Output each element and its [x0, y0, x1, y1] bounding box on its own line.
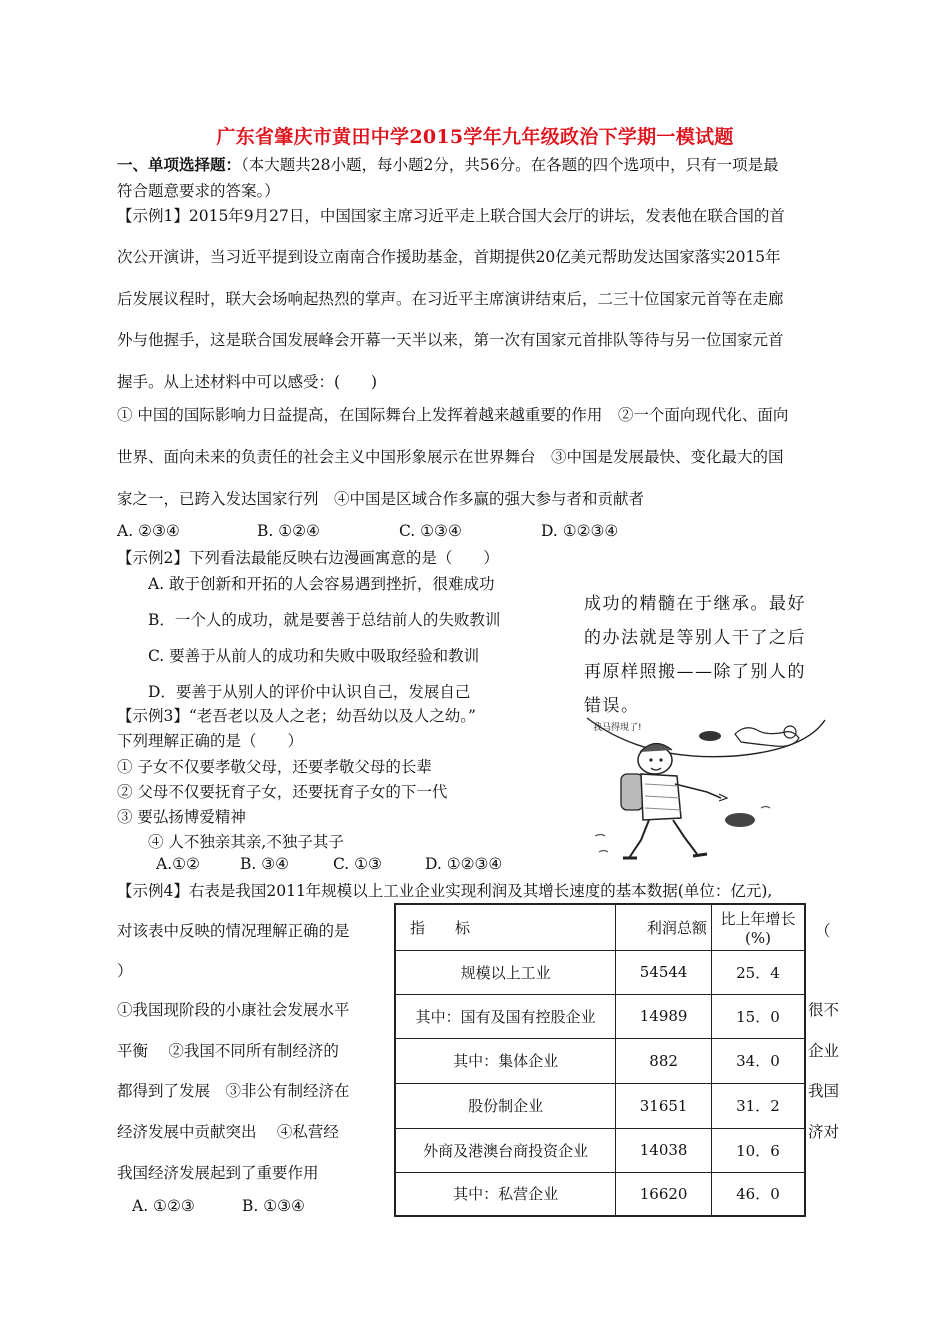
q1-line: 世界、面向未来的负责任的社会主义中国形象展示在世界舞台 ③中国是发展最快、变化最大的国 — [117, 448, 784, 466]
table-cell: 其中：私营企业 — [395, 1172, 616, 1216]
comic-caption — [584, 587, 806, 723]
table-header-row — [395, 904, 805, 950]
table-cell: 15．0 — [711, 994, 805, 1038]
q2-stem: 【示例2】下列看法最能反映右边漫画寓意的是（ ） — [117, 549, 499, 567]
comic-caption-line: 再原样照搬——除了别人的 — [584, 662, 806, 682]
q4-left-line: ①我国现阶段的小康社会发展水平 — [117, 1001, 350, 1019]
table-row — [395, 994, 805, 1038]
q3-item: ② 父母不仅要抚育子女，还要抚育子女的下一代 — [117, 783, 448, 801]
section-heading: 一、单项选择题： — [117, 155, 242, 174]
q1-line: 【示例1】2015年9月27日，中国国家主席习近平走上联合国大会厅的讲坛，发表他在联合国的首 — [117, 207, 785, 225]
q3-option-a: A.①② — [156, 855, 200, 873]
q4-left-line: 对该表中反映的情况理解正确的是 — [117, 922, 350, 940]
table-cell: 882 — [616, 1038, 712, 1083]
table-cell: 34．0 — [711, 1038, 805, 1083]
q3-option-d: D. ①②③④ — [425, 855, 503, 873]
q1-line: 握手。从上述材料中可以感受：( ) — [117, 373, 378, 391]
q4-right-fragment: 济对 — [808, 1123, 840, 1141]
table-cell: 其中：集体企业 — [395, 1038, 616, 1083]
table-row — [395, 1038, 805, 1083]
section-intro — [117, 153, 779, 175]
q2-option-b: B．一个人的成功，就是要善于总结前人的失败教训 — [148, 611, 501, 629]
q4-right-fragment: 很不 — [808, 1001, 840, 1019]
comic-caption-line: 的办法就是等别人干了之后 — [584, 628, 806, 648]
q3-option-b: B. ③④ — [240, 855, 290, 873]
q4-left-line: 平衡 ②我国不同所有制经济的 — [117, 1042, 339, 1060]
q4-left-line: ） — [117, 962, 133, 980]
q4-right-fragment: 企业 — [808, 1042, 840, 1060]
q4-right-fragment: 我国 — [808, 1082, 840, 1100]
q4-left-line: 经济发展中贡献突出 ④私营经 — [117, 1123, 339, 1141]
table-row — [395, 1172, 805, 1216]
comic-illustration — [585, 712, 835, 864]
q3-item: ① 子女不仅要孝敬父母，还要孝敬父母的长辈 — [117, 758, 432, 776]
table-cell: 31．2 — [711, 1083, 805, 1128]
q4-left-line: 都得到了发展 ③非公有制经济在 — [117, 1082, 350, 1100]
section-instructions: （本大题共28小题，每小题2分，共56分。在各题的四个选项中，只有一项是最 — [241, 156, 779, 174]
q3-item: ③ 要弘扬博爱精神 — [117, 808, 246, 826]
comic-bubble-text: 我马得現了! — [593, 723, 642, 733]
table-cell: 其中：国有及国有控股企业 — [395, 994, 616, 1038]
q1-option-a: A. ②③④ — [117, 522, 180, 540]
q2-option-d: D．要善于从别人的评价中认识自己，发展自己 — [148, 683, 471, 701]
table-row — [395, 1083, 805, 1128]
q4-right-fragment: （ — [815, 922, 831, 940]
table-cell: 10．6 — [711, 1128, 805, 1172]
q1-option-b: B. ①②④ — [257, 522, 320, 540]
q4-left-line: 我国经济发展起到了重要作用 — [117, 1164, 319, 1182]
table-cell: 46．0 — [711, 1172, 805, 1216]
table-header-cell: 利润总额 — [616, 904, 712, 950]
q4-stem: 【示例4】右表是我国2011年规模以上工业企业实现利润及其增长速度的基本数据(单位：亿元), — [117, 882, 773, 900]
table-row — [395, 1128, 805, 1172]
q1-option-d: D. ①②③④ — [541, 522, 619, 540]
q3-stem-2: 下列理解正确的是（ ） — [117, 732, 304, 750]
table-cell: 25．4 — [711, 950, 805, 994]
q1-option-c: C. ①③④ — [399, 522, 462, 540]
table-cell: 规模以上工业 — [395, 950, 616, 994]
table-cell: 外商及港澳台商投资企业 — [395, 1128, 616, 1172]
table-header-cell: 指 标 — [395, 904, 616, 950]
table-cell: 16620 — [616, 1172, 712, 1216]
comic-caption-line: 成功的精髓在于继承。最好 — [584, 594, 806, 614]
table-cell: 31651 — [616, 1083, 712, 1128]
page-title: 广东省肇庆市黄田中学2015学年九年级政治下学期一模试题 — [216, 126, 734, 148]
table-cell: 14038 — [616, 1128, 712, 1172]
q4-option-a: A. ①②③ — [132, 1197, 195, 1215]
q1-line: ① 中国的国际影响力日益提高，在国际舞台上发挥着越来越重要的作用 ②一个面向现代化、面向 — [117, 406, 789, 424]
q1-line: 后发展议程时，联大会场响起热烈的掌声。在习近平主席演讲结束后，二三十位国家元首等在走廊 — [117, 290, 784, 308]
q4-option-b: B. ①③④ — [242, 1197, 305, 1215]
q1-line: 家之一，已跨入发达国家行列 ④中国是区域合作多赢的强大参与者和贡献者 — [117, 490, 645, 508]
q2-option-a: A. 敢于创新和开拓的人会容易遇到挫折，很难成功 — [148, 575, 495, 593]
q1-line: 外与他握手，这是联合国发展峰会开幕一天半以来，第一次有国家元首排队等待与另一位国家元首 — [117, 331, 784, 349]
q2-option-c: C. 要善于从前人的成功和失败中吸取经验和教训 — [148, 647, 480, 665]
table-row — [395, 950, 805, 994]
profit-table — [394, 903, 806, 1217]
q3-item: ④ 人不独亲其亲,不独子其子 — [148, 833, 344, 851]
q3-stem: 【示例3】“老吾老以及人之老；幼吾幼以及人之幼。” — [117, 707, 476, 725]
q1-line: 次公开演讲，当习近平提到设立南南合作援助基金，首期提供20亿美元帮助发达国家落实2015年 — [117, 248, 781, 266]
section-instructions-2: 符合题意要求的答案。） — [117, 182, 280, 200]
table-header-cell: 比上年增长(%) — [711, 904, 805, 950]
table-cell: 14989 — [616, 994, 712, 1038]
table-cell: 54544 — [616, 950, 712, 994]
table-cell: 股份制企业 — [395, 1083, 616, 1128]
comic-caption-line: 错误。 — [584, 696, 640, 716]
q3-option-c: C. ①③ — [333, 855, 382, 873]
